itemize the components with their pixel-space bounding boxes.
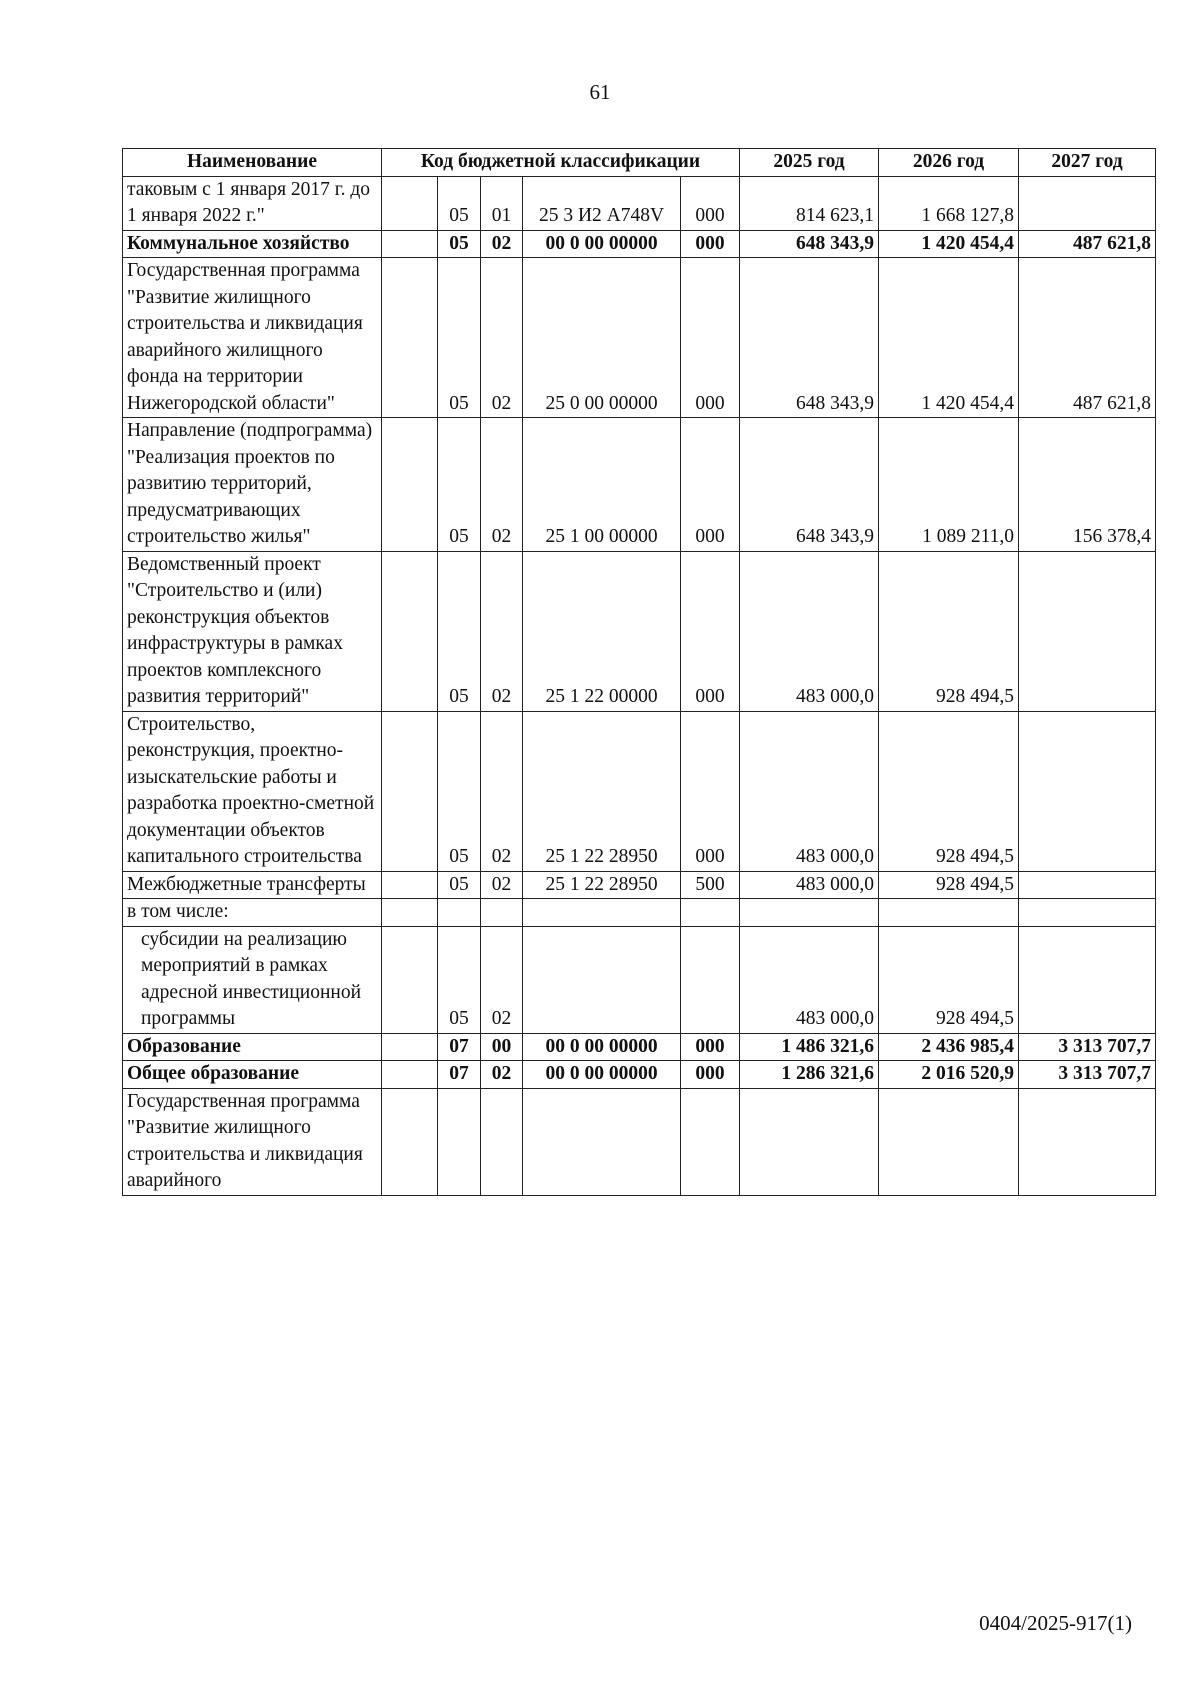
cell-pr: 02 xyxy=(481,926,523,1033)
cell-gr xyxy=(382,1088,438,1195)
cell-vr xyxy=(681,899,740,927)
cell-2026 xyxy=(879,899,1019,927)
cell-vr: 000 xyxy=(681,1061,740,1089)
cell-2026: 1 420 454,4 xyxy=(879,230,1019,258)
cell-vr: 000 xyxy=(681,258,740,418)
cell-vr xyxy=(681,926,740,1033)
row-name: Направление (подпрограмма) "Реализация проектов по развитию территорий, предусматривающих строительство жилья" xyxy=(123,418,382,552)
cell-pr: 02 xyxy=(481,230,523,258)
cell-pr: 02 xyxy=(481,871,523,899)
cell-2025: 483 000,0 xyxy=(740,711,879,871)
cell-csr: 00 0 00 00000 xyxy=(523,1061,681,1089)
cell-pr xyxy=(481,899,523,927)
cell-gr xyxy=(382,258,438,418)
header-code: Код бюджетной классификации xyxy=(382,149,740,177)
row-name: Образование xyxy=(123,1033,382,1061)
cell-rz xyxy=(438,899,481,927)
cell-2027 xyxy=(1019,899,1156,927)
cell-2027 xyxy=(1019,871,1156,899)
table-row xyxy=(123,899,1156,927)
cell-csr: 25 3 И2 А748V xyxy=(523,176,681,230)
cell-csr: 00 0 00 00000 xyxy=(523,230,681,258)
cell-rz: 05 xyxy=(438,711,481,871)
cell-2027: 156 378,4 xyxy=(1019,418,1156,552)
cell-rz: 05 xyxy=(438,871,481,899)
header-2027: 2027 год xyxy=(1019,149,1156,177)
cell-2027 xyxy=(1019,551,1156,711)
table-row xyxy=(123,1061,1156,1089)
cell-pr: 02 xyxy=(481,1061,523,1089)
cell-csr: 25 0 00 00000 xyxy=(523,258,681,418)
cell-pr: 02 xyxy=(481,711,523,871)
header-2026: 2026 год xyxy=(879,149,1019,177)
cell-vr: 000 xyxy=(681,418,740,552)
cell-gr xyxy=(382,230,438,258)
cell-vr: 000 xyxy=(681,1033,740,1061)
cell-2026: 1 668 127,8 xyxy=(879,176,1019,230)
row-name: Ведомственный проект "Строительство и (или) реконструкция объектов инфраструктуры в рамках проектов комплексного развития территорий" xyxy=(123,551,382,711)
cell-rz: 07 xyxy=(438,1033,481,1061)
cell-gr xyxy=(382,926,438,1033)
table-row xyxy=(123,176,1156,230)
cell-vr: 000 xyxy=(681,551,740,711)
cell-2027: 487 621,8 xyxy=(1019,258,1156,418)
cell-2027: 3 313 707,7 xyxy=(1019,1033,1156,1061)
cell-gr xyxy=(382,1061,438,1089)
cell-2027: 487 621,8 xyxy=(1019,230,1156,258)
cell-gr xyxy=(382,176,438,230)
cell-2027 xyxy=(1019,926,1156,1033)
cell-2025: 648 343,9 xyxy=(740,418,879,552)
cell-2026: 928 494,5 xyxy=(879,711,1019,871)
table-header xyxy=(123,149,1156,177)
cell-2026: 2 436 985,4 xyxy=(879,1033,1019,1061)
cell-vr: 000 xyxy=(681,176,740,230)
cell-2027 xyxy=(1019,1088,1156,1195)
cell-2025: 483 000,0 xyxy=(740,926,879,1033)
cell-2026: 2 016 520,9 xyxy=(879,1061,1019,1089)
cell-csr: 25 1 22 28950 xyxy=(523,871,681,899)
table-row xyxy=(123,1033,1156,1061)
table-row xyxy=(123,1088,1156,1195)
row-name: Государственная программа "Развитие жилищного строительства и ликвидация аварийного жилищного фонда на территории Нижегородской области" xyxy=(123,258,382,418)
cell-gr xyxy=(382,871,438,899)
cell-gr xyxy=(382,1033,438,1061)
cell-2026: 928 494,5 xyxy=(879,926,1019,1033)
cell-pr: 00 xyxy=(481,1033,523,1061)
cell-2025: 483 000,0 xyxy=(740,551,879,711)
cell-gr xyxy=(382,418,438,552)
cell-2026 xyxy=(879,1088,1019,1195)
cell-pr: 02 xyxy=(481,258,523,418)
table-row xyxy=(123,711,1156,871)
cell-gr xyxy=(382,551,438,711)
row-name: в том числе: xyxy=(123,899,382,927)
cell-2027 xyxy=(1019,711,1156,871)
page-number: 61 xyxy=(589,80,611,104)
cell-rz xyxy=(438,1088,481,1195)
table-row xyxy=(123,926,1156,1033)
row-name: субсидии на реализацию мероприятий в рамках адресной инвестиционной программы xyxy=(123,926,382,1033)
row-name: Коммунальное хозяйство xyxy=(123,230,382,258)
cell-rz: 05 xyxy=(438,551,481,711)
cell-csr: 25 1 22 28950 xyxy=(523,711,681,871)
cell-pr: 02 xyxy=(481,418,523,552)
table-row xyxy=(123,551,1156,711)
cell-rz: 05 xyxy=(438,258,481,418)
cell-rz: 05 xyxy=(438,176,481,230)
cell-pr: 02 xyxy=(481,551,523,711)
cell-2025: 483 000,0 xyxy=(740,871,879,899)
cell-vr: 000 xyxy=(681,711,740,871)
cell-csr: 00 0 00 00000 xyxy=(523,1033,681,1061)
cell-2025: 648 343,9 xyxy=(740,230,879,258)
cell-pr xyxy=(481,1088,523,1195)
cell-csr xyxy=(523,1088,681,1195)
cell-2025: 814 623,1 xyxy=(740,176,879,230)
cell-2026: 928 494,5 xyxy=(879,871,1019,899)
budget-table xyxy=(122,148,1156,1196)
cell-2025 xyxy=(740,899,879,927)
row-name: Общее образование xyxy=(123,1061,382,1089)
cell-rz: 05 xyxy=(438,418,481,552)
table-row xyxy=(123,230,1156,258)
cell-gr xyxy=(382,899,438,927)
row-name: таковым с 1 января 2017 г. до 1 января 2022 г." xyxy=(123,176,382,230)
cell-rz: 05 xyxy=(438,230,481,258)
cell-rz: 07 xyxy=(438,1061,481,1089)
cell-2025: 1 486 321,6 xyxy=(740,1033,879,1061)
cell-2025: 1 286 321,6 xyxy=(740,1061,879,1089)
cell-vr xyxy=(681,1088,740,1195)
row-name: Межбюджетные трансферты xyxy=(123,871,382,899)
cell-pr: 01 xyxy=(481,176,523,230)
cell-csr xyxy=(523,899,681,927)
row-name: Государственная программа "Развитие жилищного строительства и ликвидация аварийного xyxy=(123,1088,382,1195)
cell-csr: 25 1 00 00000 xyxy=(523,418,681,552)
cell-2026: 1 420 454,4 xyxy=(879,258,1019,418)
cell-2025 xyxy=(740,1088,879,1195)
cell-csr: 25 1 22 00000 xyxy=(523,551,681,711)
table-row xyxy=(123,418,1156,552)
document-id: 0404/2025-917(1) xyxy=(979,1611,1132,1635)
cell-vr: 000 xyxy=(681,230,740,258)
cell-2026: 928 494,5 xyxy=(879,551,1019,711)
cell-rz: 05 xyxy=(438,926,481,1033)
row-name: Строительство, реконструкция, проектно-изыскательские работы и разработка проектно-сметной документации объектов капитального строительства xyxy=(123,711,382,871)
cell-csr xyxy=(523,926,681,1033)
cell-vr: 500 xyxy=(681,871,740,899)
cell-2027 xyxy=(1019,176,1156,230)
cell-gr xyxy=(382,711,438,871)
table-body xyxy=(123,176,1156,1195)
table-row xyxy=(123,871,1156,899)
cell-2027: 3 313 707,7 xyxy=(1019,1061,1156,1089)
table-row xyxy=(123,258,1156,418)
header-name: Наименование xyxy=(123,149,382,177)
cell-2025: 648 343,9 xyxy=(740,258,879,418)
cell-2026: 1 089 211,0 xyxy=(879,418,1019,552)
header-2025: 2025 год xyxy=(740,149,879,177)
